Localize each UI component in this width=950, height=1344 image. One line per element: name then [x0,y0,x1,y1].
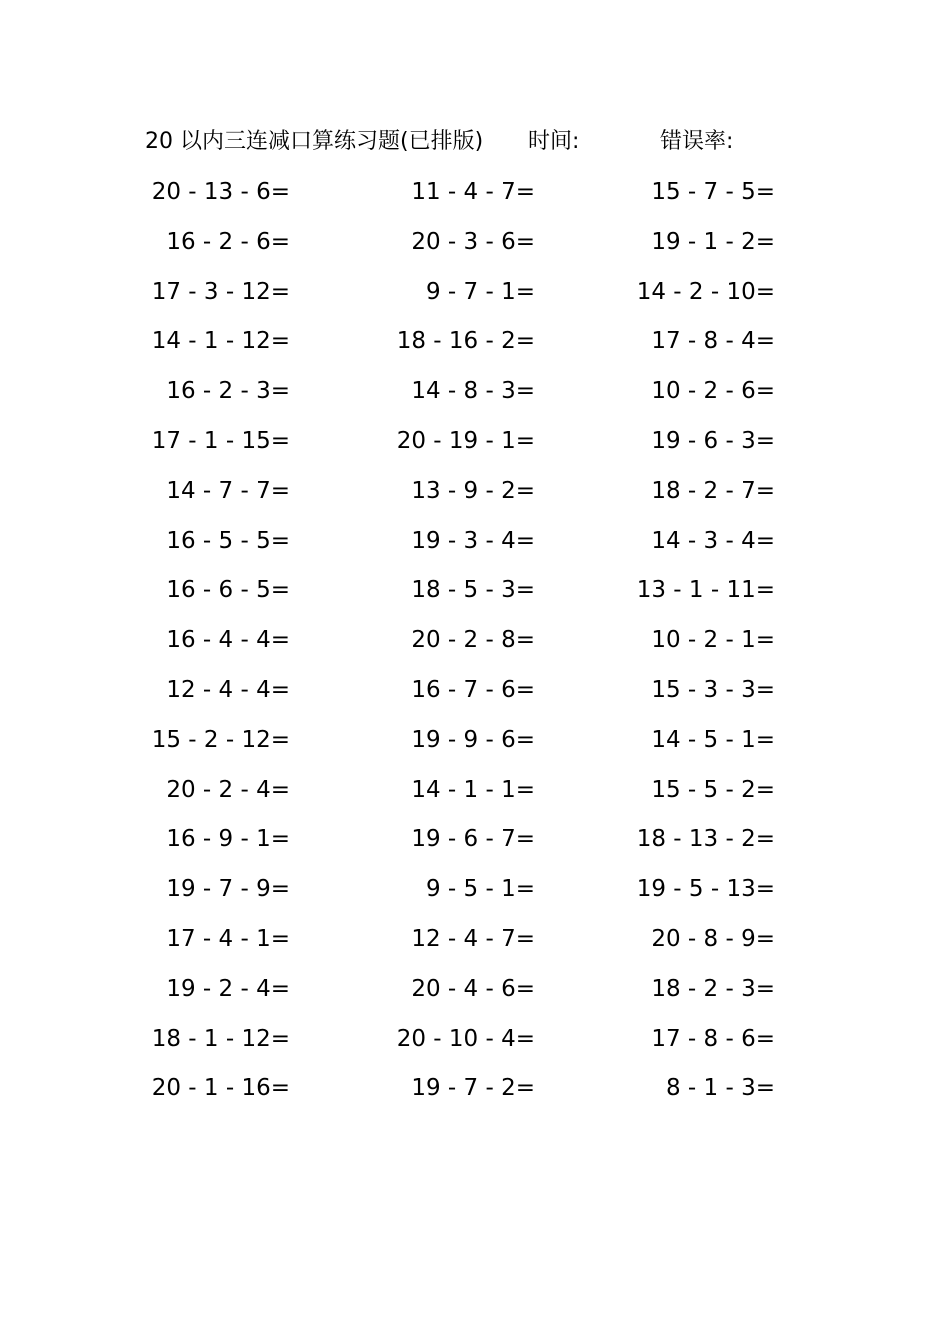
problem-row [0,720,950,760]
problem-item: 16 - 2 - 6= [166,228,290,255]
problem-item: 18 - 2 - 3= [651,975,775,1002]
problem-item: 14 - 1 - 1= [411,776,535,803]
problem-item: 19 - 1 - 2= [651,228,775,255]
problem-row [0,919,950,959]
problem-row [0,620,950,660]
problem-row [0,272,950,312]
problem-item: 16 - 2 - 3= [166,378,290,405]
problem-item: 19 - 9 - 6= [411,726,535,753]
problem-item: 20 - 19 - 1= [396,428,535,454]
problem-item: 14 - 2 - 10= [636,278,775,305]
problem-row [0,172,950,212]
worksheet-title: 20 以内三连减口算练习题(已排版) [145,129,484,154]
problem-item: 8 - 1 - 3= [665,1075,775,1102]
problem-item: 18 - 13 - 2= [636,826,775,853]
problem-row [0,969,950,1009]
problem-item: 17 - 4 - 1= [166,926,290,952]
problem-row [0,819,950,859]
problem-item: 18 - 1 - 12= [151,1025,290,1052]
problem-item: 15 - 3 - 3= [651,677,775,703]
problem-item: 16 - 5 - 5= [166,527,290,554]
problem-item: 9 - 5 - 1= [425,876,535,903]
time-label: 时间: [528,129,580,154]
problem-item: 17 - 8 - 6= [651,1025,775,1052]
problem-item: 16 - 4 - 4= [166,627,290,654]
problem-item: 15 - 7 - 5= [651,179,775,205]
problem-item: 17 - 8 - 4= [651,328,775,355]
problem-item: 19 - 2 - 4= [166,975,290,1002]
problem-item: 20 - 2 - 8= [411,627,535,654]
problem-item: 10 - 2 - 6= [651,378,775,405]
problem-item: 20 - 3 - 6= [411,228,535,255]
problem-row [0,770,950,810]
problem-item: 20 - 8 - 9= [651,926,775,952]
problem-item: 12 - 4 - 7= [411,926,535,952]
problem-item: 13 - 1 - 11= [636,577,775,604]
problem-item: 10 - 2 - 1= [651,627,775,654]
problem-item: 19 - 6 - 7= [411,826,535,853]
problem-item: 20 - 10 - 4= [396,1025,535,1052]
problem-item: 19 - 7 - 9= [166,876,290,903]
problem-item: 13 - 9 - 2= [411,477,535,504]
problem-item: 20 - 13 - 6= [151,179,290,205]
problem-item: 14 - 3 - 4= [651,527,775,554]
problem-row [0,421,950,461]
problem-item: 20 - 2 - 4= [166,776,290,803]
problem-item: 9 - 7 - 1= [425,278,535,305]
problem-item: 14 - 8 - 3= [411,378,535,405]
problem-item: 12 - 4 - 4= [166,677,290,703]
problem-row [0,1019,950,1059]
problem-item: 14 - 1 - 12= [151,328,290,355]
problem-item: 16 - 7 - 6= [411,677,535,703]
problem-row [0,371,950,411]
problem-row [0,670,950,710]
problem-item: 18 - 5 - 3= [411,577,535,604]
problem-item: 19 - 3 - 4= [411,527,535,554]
problem-item: 15 - 2 - 12= [151,726,290,753]
problem-item: 19 - 6 - 3= [651,428,775,454]
problem-item: 16 - 9 - 1= [166,826,290,853]
problem-item: 18 - 2 - 7= [651,477,775,504]
problem-row [0,521,950,561]
problem-item: 17 - 1 - 15= [151,428,290,454]
problem-row [0,321,950,361]
problem-item: 15 - 5 - 2= [651,776,775,803]
problem-row [0,1068,950,1108]
problem-item: 18 - 16 - 2= [396,328,535,355]
problem-item: 19 - 7 - 2= [411,1075,535,1102]
problem-row [0,471,950,511]
problem-row [0,222,950,262]
problem-item: 17 - 3 - 12= [151,278,290,305]
problem-item: 20 - 1 - 16= [151,1075,290,1102]
problem-row [0,570,950,610]
problem-item: 16 - 6 - 5= [166,577,290,604]
problem-item: 19 - 5 - 13= [636,876,775,903]
problem-item: 14 - 5 - 1= [651,726,775,753]
problem-item: 20 - 4 - 6= [411,975,535,1002]
error-rate-label: 错误率: [660,129,734,154]
problem-item: 11 - 4 - 7= [411,179,535,205]
problem-item: 14 - 7 - 7= [166,477,290,504]
problem-row [0,869,950,909]
